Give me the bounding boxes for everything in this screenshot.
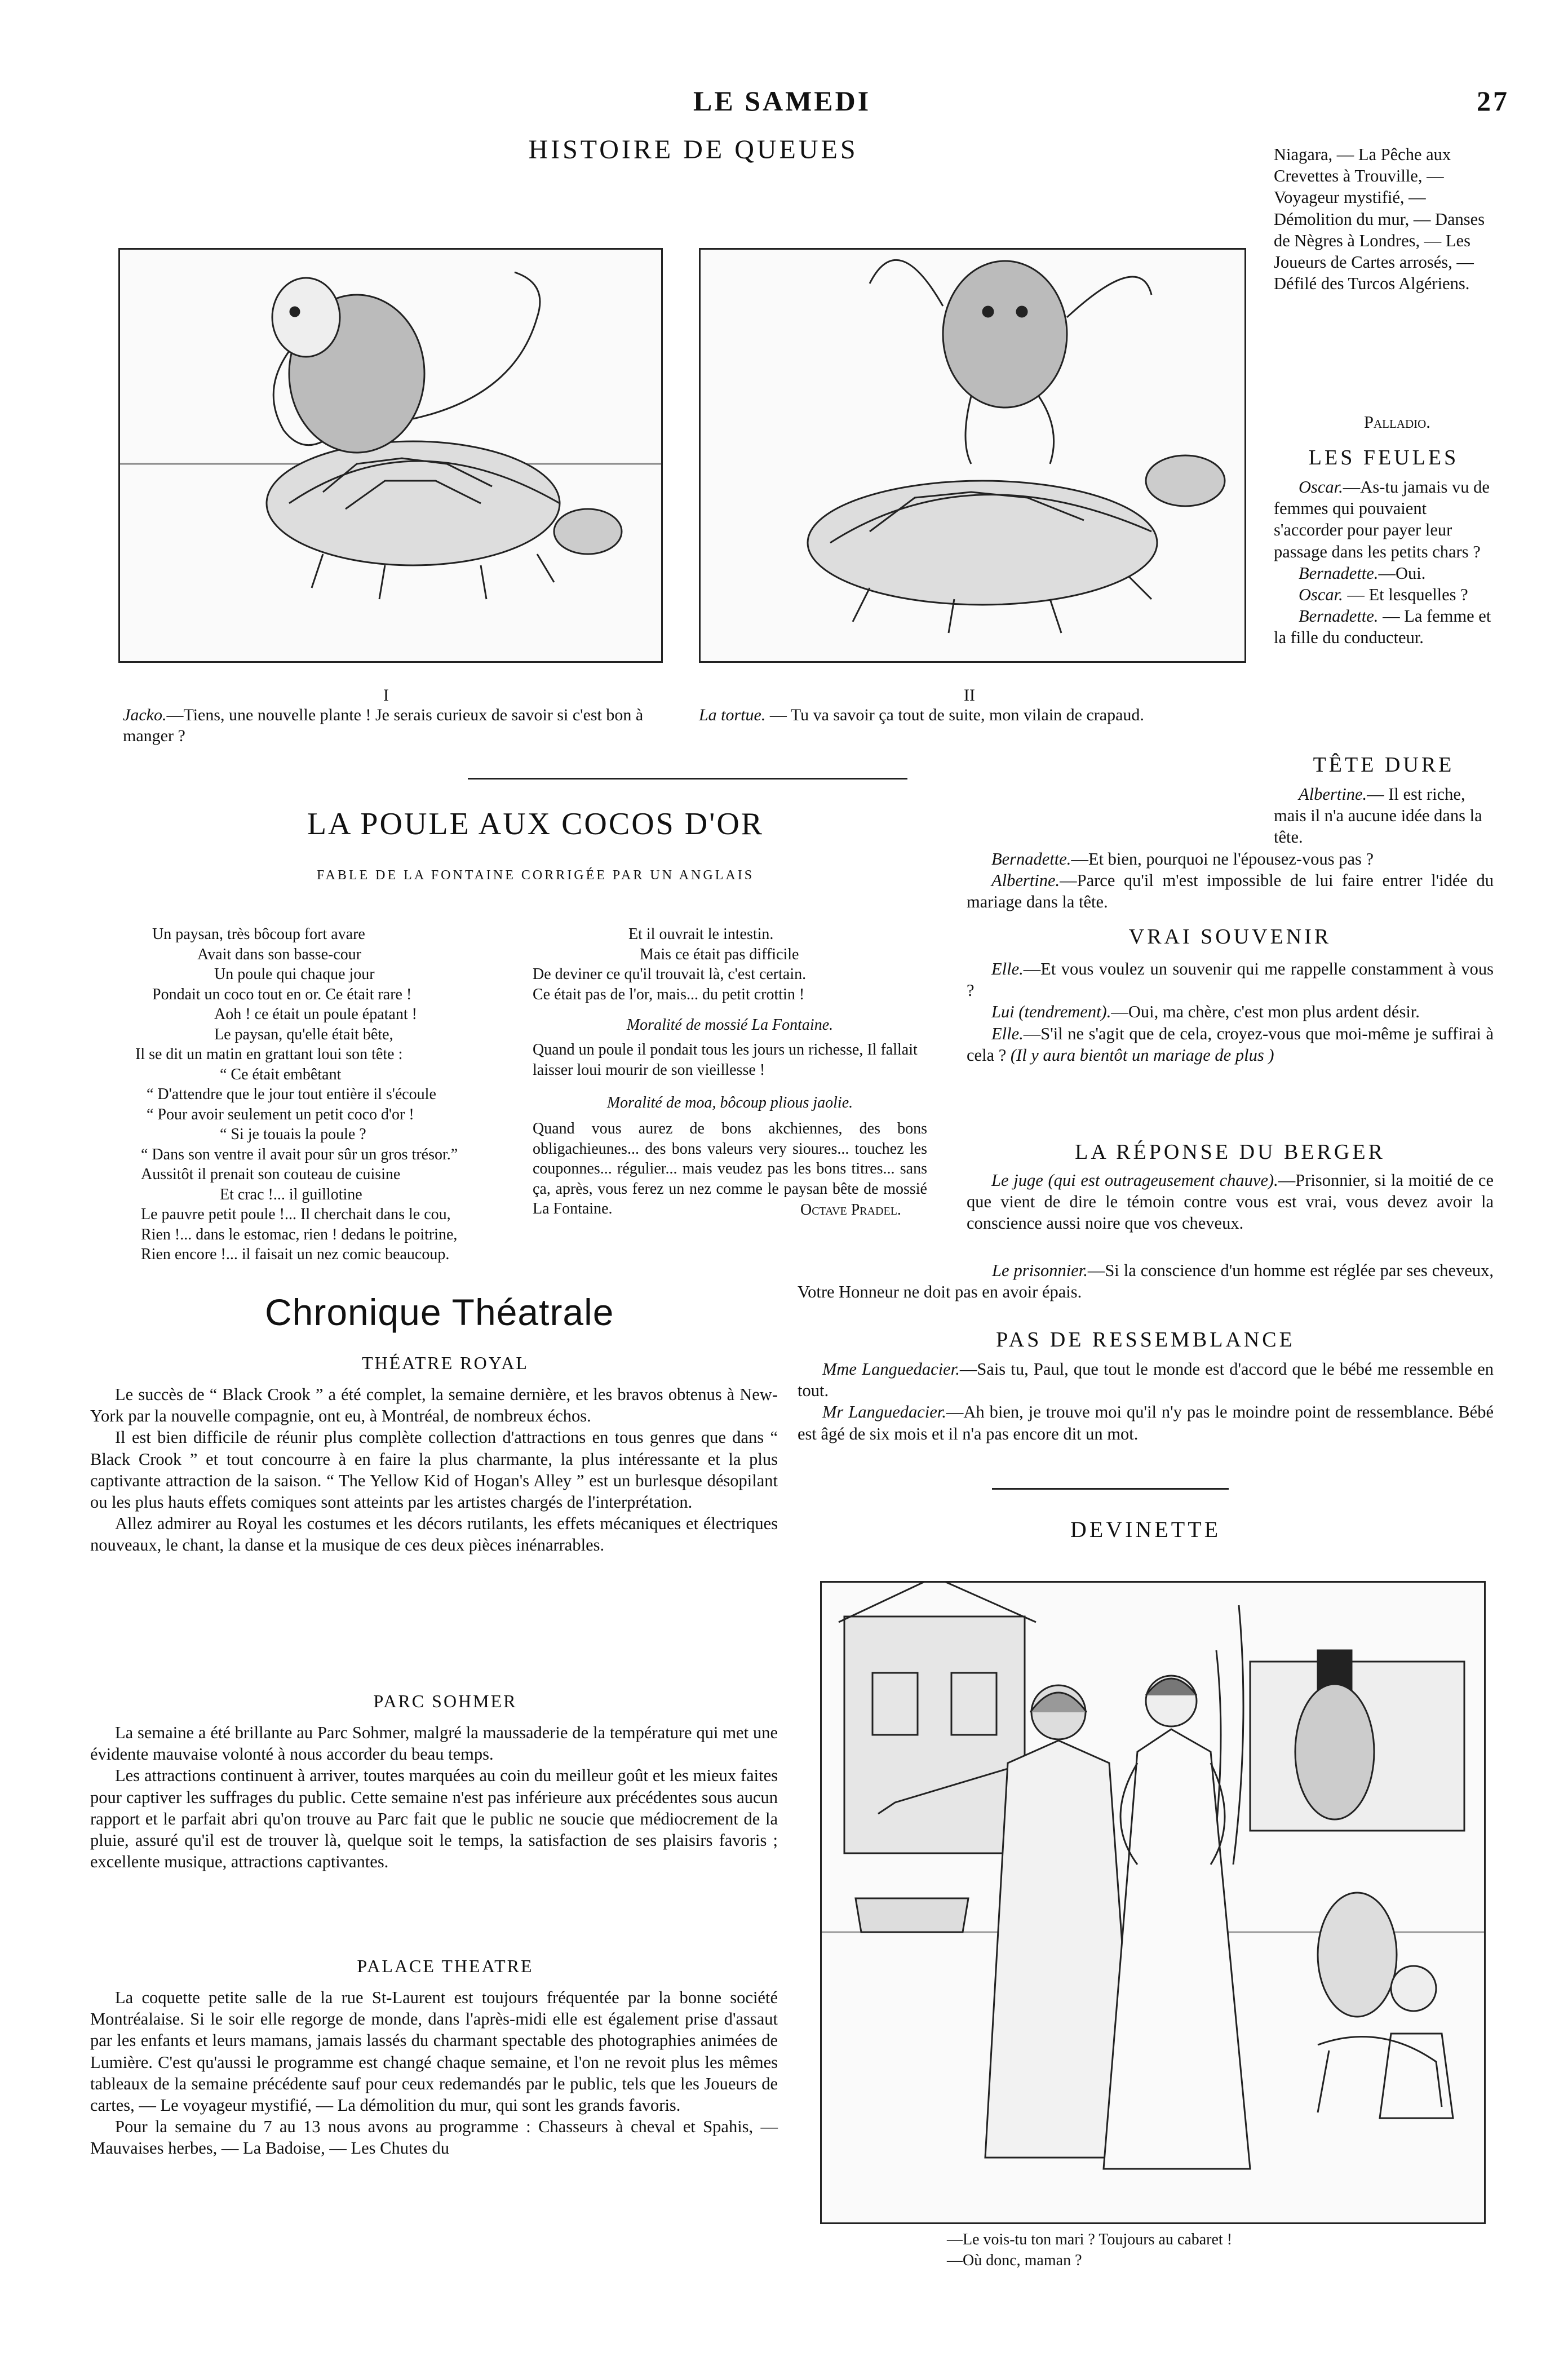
poule-signature: Octave Pradel.	[800, 1201, 901, 1219]
speaker: Oscar.	[1299, 477, 1343, 497]
line-text: —Ah bien, je trouve moi qu'il n'y pas le moindre point de ressemblance. Bébé est âgé de six mois et il n'a pas encore dit un mot.	[798, 1402, 1494, 1443]
poule-subtitle: FABLE DE LA FONTAINE CORRIGÉE PAR UN ANGLAIS	[316, 868, 755, 883]
verse-line: Il se dit un matin en grattant loui son tête :	[135, 1046, 403, 1063]
verse-line: Un paysan, très bôcoup fort avare	[152, 925, 365, 943]
figure-2-caption	[699, 705, 1240, 725]
tete-dure-body	[967, 783, 1494, 913]
paragraph: La coquette petite salle de la rue St-Laurent est toujours fréquentée par la bonne société Montréalaise. Si le soir elle regorge de monde, dans l'après-midi elle est également prise d'assaut par les enfants et leurs mamans, jamais lassés du charmant spectable des photographies animées de Lumière. C'est qu'aussi le programme est changé chaque semaine, et l'on ne revoit plus les mêmes tableaux de la semaine précédente sauf pour ceux redemandés par le public, tels que les Joueurs de cartes, — Le voyageur mystifié, — La démolition du mur, qui sont les grands favoris.	[90, 1988, 778, 2115]
verse-line: Mais ce était pas difficile	[640, 945, 799, 963]
paragraph: Le succès de “ Black Crook ” a été complet, la semaine dernière, et les bravos obtenus à New-York par la nouvelle compagnie, ont eu, à Montréal, de nombreux échos.	[90, 1385, 778, 1426]
verse-line: Aussitôt il prenait son couteau de cuisine	[141, 1166, 401, 1183]
caption-text: —Tiens, une nouvelle plante ! Je serais curieux de savoir si c'est bon à manger ?	[123, 706, 644, 745]
speaker: Le prisonnier.	[992, 1261, 1088, 1280]
speaker: Bernadette.	[1299, 606, 1379, 626]
aside: (Il y aura bientôt un mariage de plus )	[1006, 1045, 1274, 1065]
histoire-title: HISTOIRE DE QUEUES	[528, 135, 858, 165]
figure-devinette	[820, 1581, 1486, 2224]
sohmer-body	[90, 1722, 778, 1872]
ressemblance-title: PAS DE RESSEMBLANCE	[996, 1328, 1295, 1352]
verse-line: De deviner ce qu'il trouvait là, c'est certain.	[533, 966, 807, 983]
speaker: Elle.	[991, 959, 1024, 978]
verse-line: Avait dans son basse-cour	[197, 945, 362, 963]
verse-line: “ Ce était embêtant	[220, 1065, 342, 1083]
dialogue-line	[967, 1001, 1494, 1022]
palace-body	[90, 1987, 778, 2159]
paragraph: Pour la semaine du 7 au 13 nous avons au programme : Chasseurs à cheval et Spahis, — Mauvaises herbes, — La Badoise, — Les Chutes du	[90, 2117, 778, 2158]
sohmer-title: PARC SOHMER	[373, 1691, 517, 1711]
speaker: Oscar.	[1299, 585, 1343, 605]
moral-2-label	[533, 1092, 927, 1113]
speaker: Mr Languedacier.	[822, 1402, 946, 1422]
line-text: —Prisonnier, si la moitié de ce que vient de dire le témoin contre vous est vrai, vous devez avoir la conscience aussi noire que vos cheveux.	[967, 1171, 1494, 1233]
line-text: —Oui, ma chère, c'est mon plus ardent désir.	[1111, 1002, 1420, 1022]
poule-verse-col2	[533, 924, 806, 1004]
paragraph: Les attractions continuent à arriver, toutes marquées au coin du meilleur goût et les mieux faites pour captiver les suffrages du public. Cette semaine n'est pas inférieure aux précédentes sous aucun rapport et le parfait abri qu'on trouve au Parc fait que le public ne soucie que médiocrement de la pluie, assuré qu'il est de trouver là, quelque soit le temps, la satisfaction de ses plaisirs favoris ; excellente musique, attractions captivantes.	[90, 1766, 778, 1872]
moral-2-text: Quand vous aurez de bons akchiennes, des bons obligachieunes... des bons valeurs very sioures... touchez les couponnes... régulier... mais veudez pas les bons titres... sans ça, après, vous ferez un nez comme le paysan bête de mossié La Fontaine.	[533, 1120, 927, 1217]
verse-line: Un poule qui chaque jour	[214, 966, 375, 983]
dialogue-line	[1274, 563, 1494, 584]
royal-title: THÉATRE ROYAL	[362, 1353, 529, 1373]
verse-line: Rien encore !... il faisait un nez comic beaucoup.	[141, 1246, 450, 1263]
line-text: — Il est riche, mais il n'a aucune idée dans la tête.	[1274, 785, 1482, 847]
poule-title: LA POULE AUX COCOS D'OR	[307, 807, 764, 842]
berger-body-wide	[798, 1260, 1494, 1303]
tortoise-monkey-illustration	[701, 250, 1244, 661]
speaker: Bernadette.	[991, 849, 1071, 869]
verse-line: Aoh ! ce était un poule épatant !	[214, 1006, 417, 1023]
line-text: — La femme et la fille du conducteur.	[1274, 606, 1491, 648]
les-feules-title: LES FEULES	[1308, 446, 1459, 470]
berger-body	[967, 1170, 1494, 1234]
dialogue-line	[967, 848, 1494, 870]
les-feules-body	[1274, 476, 1494, 649]
dialogue-line	[967, 1023, 1494, 1066]
dialogue-line	[967, 958, 1494, 1001]
sidebar-continued-text: Niagara, — La Pêche aux Crevettes à Trouville, — Voyageur mystifié, — Démolition du mur, — Danses de Nègres à Londres, — Les Joueurs de Cartes arrosés, — Défilé des Turcos Algériens.	[1274, 145, 1485, 294]
speaker: Le juge (qui est outrageusement chauve).	[991, 1171, 1278, 1190]
vrai-souvenir-title: VRAI SOUVENIR	[1128, 925, 1332, 949]
line-text: —Si la conscience d'un homme est réglée par ses cheveux, Votre Honneur ne doit pas en avoir épais.	[798, 1261, 1494, 1302]
speaker: Bernadette.	[1299, 563, 1379, 583]
verse-line: Le pauvre petit poule !... Il cherchait dans le cou,	[141, 1206, 451, 1223]
dialogue-line	[1274, 605, 1494, 648]
line-text: — Et lesquelles ?	[1343, 585, 1468, 605]
speaker: Lui (tendrement).	[991, 1002, 1111, 1022]
line-text: —Oui.	[1378, 563, 1426, 583]
verse-line: Rien !... dans le estomac, rien ! dedans le poitrine,	[141, 1225, 458, 1243]
tete-dure-title: TÊTE DURE	[1313, 753, 1455, 777]
speaker: Albertine.	[1299, 785, 1367, 804]
paragraph: Il est bien difficile de réunir plus complète collection d'attractions en tous genres que dans “ Black Crook ” et tout concourre à en faire la plus charmante, la plus intéressante et la plus captivante attraction de la saison. “ The Yellow Kid of Hogan's Alley ” est un burlesque désopilant ou les plus hauts effets comiques sont atteints par les artistes chargés de l'interprétation.	[90, 1428, 778, 1512]
dialogue-line	[798, 1401, 1494, 1444]
line-text: —Parce qu'il m'est impossible de lui faire entrer l'idée du mariage dans la tête.	[967, 870, 1494, 912]
verse-line: “ Pour avoir seulement un petit coco d'or !	[147, 1105, 414, 1123]
figure-tortoise-bites	[699, 248, 1246, 663]
mother-daughter-illustration	[822, 1583, 1484, 2222]
dialogue-line	[1274, 476, 1494, 563]
dialogue-line	[798, 1358, 1494, 1401]
berger-title: LA RÉPONSE DU BERGER	[1075, 1140, 1385, 1164]
page-number: 27	[1477, 85, 1509, 117]
caption-text: — Tu va savoir ça tout de suite, mon vilain de crapaud.	[765, 706, 1144, 724]
line-text: —As-tu jamais vu de femmes qui pouvaient s'accorder pour payer leur passage dans les petits chars ?	[1274, 477, 1490, 561]
dialogue-line	[1274, 783, 1494, 848]
verse-line: Le paysan, qu'elle était bête,	[214, 1025, 393, 1043]
verse-line: “ Dans son ventre il avait pour sûr un gros trésor.”	[141, 1145, 458, 1163]
speaker: Albertine.	[991, 870, 1060, 890]
verse-line: “ Si je touais la poule ?	[220, 1126, 366, 1143]
moral-1-label	[533, 1015, 927, 1035]
line-text: —S'il ne s'agit que de cela, croyez-vous que moi-même je suffirai à cela ?	[967, 1024, 1494, 1065]
vrai-souvenir-body	[967, 958, 1494, 1066]
figure-monkey-tortoise	[118, 248, 663, 663]
figure-1-caption	[123, 705, 675, 746]
newspaper-title: LE SAMEDI	[693, 85, 871, 117]
devinette-title: DEVINETTE	[1070, 1517, 1221, 1542]
speaker: Mme Languedacier.	[822, 1359, 960, 1379]
speaker: Elle.	[991, 1024, 1024, 1043]
dialogue-line	[967, 1170, 1494, 1234]
verse-line: Ce était pas de l'or, mais... du petit crottin !	[533, 985, 805, 1003]
line-text: —Et bien, pourquoi ne l'épousez-vous pas ?	[1071, 849, 1374, 869]
verse-line: “ D'attendre que le jour tout entière il s'écoule	[147, 1086, 436, 1103]
royal-body	[90, 1384, 778, 1556]
caption-speaker: La tortue.	[699, 706, 766, 724]
palace-title: PALACE THEATRE	[357, 1956, 534, 1976]
chronique-title: Chronique Théatrale	[265, 1291, 614, 1333]
moral-label: Moralité de mossié La Fontaine.	[626, 1016, 834, 1034]
sidebar-signature: Palladio.	[1364, 413, 1430, 432]
paragraph: La semaine a été brillante au Parc Sohmer, malgré la maussaderie de la température qui met une évidente mauvaise volonté à nous accorder du beau temps.	[90, 1723, 778, 1764]
verse-line: Et crac !... il guillotine	[220, 1185, 362, 1203]
line-text: —Et vous voulez un souvenir qui me rappelle constamment à vous ?	[967, 959, 1494, 1000]
moral-1-text: Quand un poule il pondait tous les jours un richesse, Il fallait laisser loui mourir de son vieillesse !	[533, 1041, 918, 1079]
figure-1-numeral: I	[383, 686, 389, 705]
poule-verse-col1	[135, 924, 458, 1265]
dialogue-line	[798, 1260, 1494, 1303]
figure-2-numeral: II	[964, 686, 975, 705]
dialogue-line	[1274, 584, 1494, 605]
ressemblance-body	[798, 1358, 1494, 1445]
verse-line: Et il ouvrait le intestin.	[628, 925, 774, 943]
line-text: —Sais tu, Paul, que tout le monde est d'accord que le bébé me ressemble en tout.	[798, 1359, 1494, 1401]
moral-label: Moralité de moa, bôcoup plious jaolie.	[606, 1094, 853, 1111]
divider	[468, 778, 907, 780]
dialogue-line	[967, 870, 1494, 913]
paragraph: Allez admirer au Royal les costumes et les décors rutilants, les effets mécaniques et électriques nouveaux, le chant, la danse et la musique de ces deux pièces inénarrables.	[90, 1514, 778, 1555]
devinette-caption-2: —Où donc, maman ?	[947, 2252, 1082, 2269]
caption-speaker: Jacko.	[123, 706, 167, 724]
verse-line: Pondait un coco tout en or. Ce était rare !	[152, 985, 412, 1003]
devinette-caption-1: —Le vois-tu ton mari ? Toujours au cabaret !	[947, 2231, 1233, 2248]
monkey-tortoise-illustration	[120, 250, 661, 661]
divider	[992, 1488, 1229, 1490]
